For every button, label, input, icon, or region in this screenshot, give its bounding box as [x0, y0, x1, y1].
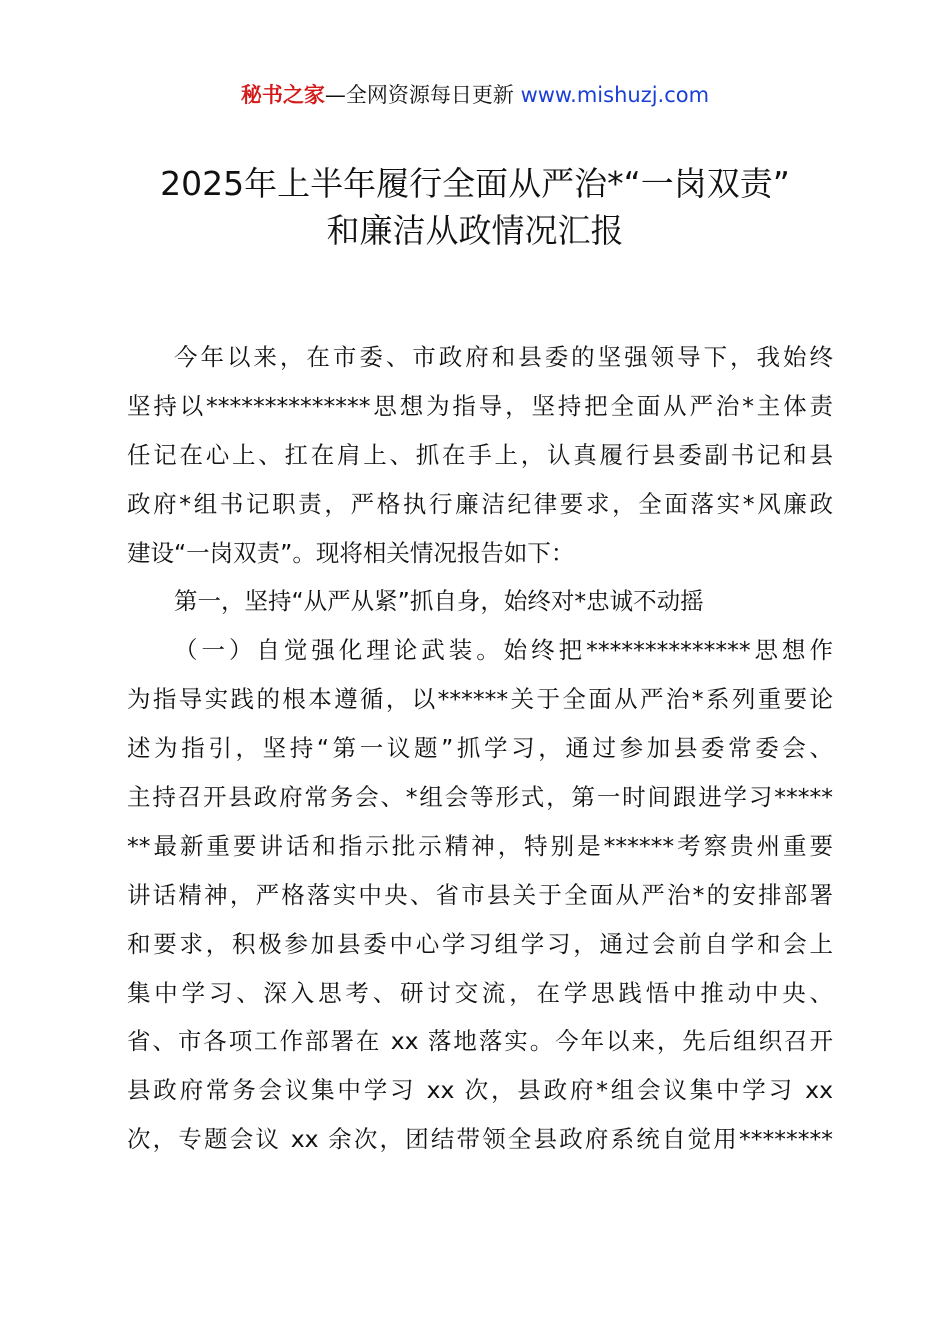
- body-line: 为指导实践的根本遵循，以******关于全面从严治*系列重要论: [127, 685, 833, 714]
- body-line: 坚持以**************思想为指导，坚持把全面从严治*主体责: [127, 391, 833, 420]
- section-heading: 第一，坚持“从严从紧”抓自身，始终对*忠诚不动摇: [174, 587, 704, 616]
- body-line: 主持召开县政府常务会、*组会等形式，第一时间跟进学习*****: [127, 783, 833, 812]
- title-line-2: 和廉洁从政情况汇报: [326, 211, 624, 250]
- site-url-link[interactable]: www.mishuzj.com: [520, 83, 710, 107]
- body-line: 建设“一岗双责”。现将相关情况报告如下：: [127, 538, 575, 567]
- document-body: [127, 333, 833, 1164]
- body-line: 今年以来，在市委、市政府和县委的坚强领导下，我始终: [174, 343, 833, 371]
- document-title: [60, 160, 890, 254]
- brand-name: 秘书之家: [240, 83, 325, 107]
- site-header: [0, 80, 950, 110]
- body-line: 讲话精神，严格落实中央、省市县关于全面从严治*的安排部署: [127, 880, 833, 909]
- body-line: 和要求，积极参加县委中心学习组学习，通过会前自学和会上: [127, 929, 833, 958]
- body-line: 任记在心上、扛在肩上、抓在手上，认真履行县委副书记和县: [127, 440, 833, 469]
- body-line: 述为指引，坚持“第一议题”抓学习，通过参加县委常委会、: [127, 734, 833, 763]
- body-line: **最新重要讲话和指示批示精神，特别是******考察贵州重要: [127, 831, 833, 860]
- body-line: （一）自觉强化理论武装。始终把**************思想作: [174, 636, 833, 665]
- header-tagline: —全网资源每日更新: [324, 83, 521, 107]
- title-line-1: 2025年上半年履行全面从严治*“一岗双责”: [160, 164, 790, 203]
- body-line: 集中学习、深入思考、研讨交流，在学思践悟中推动中央、: [127, 978, 833, 1007]
- body-line: 次，专题会议 xx 余次，团结带领全县政府系统自觉用********: [127, 1125, 833, 1154]
- body-line: 省、市各项工作部署在 xx 落地落实。今年以来，先后组织召开: [127, 1027, 833, 1056]
- body-line: 县政府常务会议集中学习 xx 次，县政府*组会议集中学习 xx: [127, 1076, 833, 1105]
- body-line: 政府*组书记职责，严格执行廉洁纪律要求，全面落实*风廉政: [127, 489, 833, 518]
